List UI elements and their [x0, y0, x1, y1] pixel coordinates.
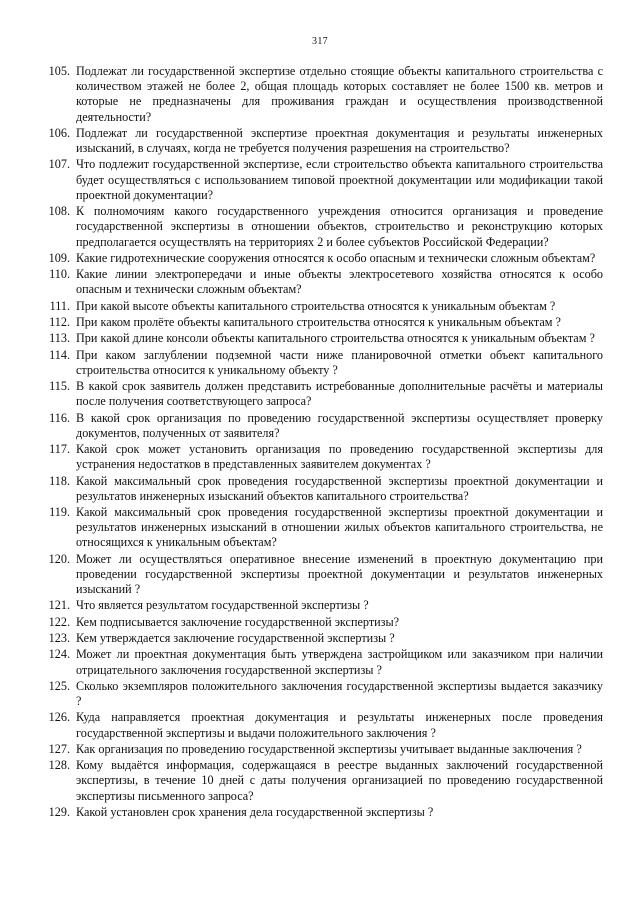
- question-text: Какой установлен срок хранения дела государственной экспертизы ?: [76, 804, 434, 819]
- question-number: 105.: [48, 64, 70, 78]
- question-number: 125.: [48, 678, 70, 693]
- question-item: [38, 411, 603, 441]
- question-number: 115.: [49, 379, 70, 393]
- question-item: [38, 315, 603, 330]
- question-number: 123.: [48, 631, 70, 645]
- question-number: 124.: [48, 647, 70, 662]
- question-text: При каком заглублении подземной части ниже планировочной отметки объект капитального строительства относится к уникальному объекту ?: [76, 347, 603, 377]
- question-number: 119.: [49, 505, 70, 519]
- question-number: 112.: [49, 314, 70, 329]
- question-item: [38, 348, 603, 378]
- question-number: 106.: [48, 125, 70, 140]
- question-text: Кем утверждается заключение государственной экспертизы ?: [76, 631, 395, 645]
- question-text: При каком пролёте объекты капитального строительства относятся к уникальным объектам ?: [76, 314, 561, 329]
- question-item: [38, 631, 603, 646]
- question-text: Может ли проектная документация быть утверждена застройщиком или заказчиком при наличии отрицательного заключения государственной экспертизы ?: [76, 647, 603, 677]
- question-text: Какой максимальный срок проведения государственной экспертизы проектной документации и результатов инженерных изысканий объектов капитального строительства?: [76, 473, 603, 503]
- question-text: Подлежат ли государственной экспертизе проектная документация и результаты инженерных изысканий, в случаях, когда не требуется получения разрешения на строительство?: [76, 125, 603, 156]
- question-text: В какой срок заявитель должен представить истребованные дополнительные расчёты и материалы после получения соответствующего запроса?: [76, 379, 603, 409]
- question-number: 110.: [49, 267, 70, 282]
- question-item: [38, 379, 603, 409]
- question-item: [38, 598, 603, 613]
- question-number: 114.: [49, 347, 70, 362]
- question-list: [38, 64, 603, 821]
- question-text: Сколько экземпляров положительного заключения государственной экспертизы выдается заказчику ?: [76, 678, 603, 708]
- question-number: 113.: [49, 331, 70, 346]
- question-item: [38, 126, 603, 156]
- question-number: 121.: [48, 598, 70, 613]
- question-item: [38, 474, 603, 504]
- question-number: 126.: [48, 710, 70, 725]
- question-text: Может ли осуществляться оперативное внесение изменений в проектную документацию при проведении государственной экспертизы проектной документации и результатов инженерных изысканий ?: [76, 551, 603, 597]
- question-text: Как организация по проведению государственной экспертизы учитывает выданные заключения ?: [76, 741, 582, 756]
- question-item: [38, 204, 603, 250]
- question-text: Какие гидротехнические сооружения относятся к особо опасным и технически сложным объектам?: [76, 250, 596, 265]
- question-item: [38, 679, 603, 709]
- question-text: К полномочиям какого государственного учреждения относится организация и проведение государственной экспертизы в отношении объектов, строительство и реконструкцию которых предполагается осуществлять на территориях 2 и более субъектов Российской Федерации?: [76, 204, 603, 249]
- question-text: Подлежат ли государственной экспертизе отдельно стоящие объекты капитального строительства с количеством этажей не более 2, общая площадь которых составляет не более 1500 кв. метров и которые не предназначены для проживания граждан и осуществления производственной деятельности?: [76, 64, 603, 124]
- question-text: Что подлежит государственной экспертизе, если строительство объекта капитального строительства будет осуществляться с использованием типовой проектной документации или модификации такой проектной документации?: [76, 157, 603, 202]
- question-item: [38, 615, 603, 630]
- question-text: При какой длине консоли объекты капитального строительства относятся к уникальным объектам ?: [76, 331, 595, 346]
- question-number: 108.: [48, 204, 70, 219]
- question-item: [38, 647, 603, 677]
- question-text: При какой высоте объекты капитального строительства относятся к уникальным объектам ?: [76, 298, 556, 313]
- question-item: [38, 552, 603, 598]
- question-text: Какие линии электропередачи и иные объекты электросетевого хозяйства относятся к особо опасным и технически сложным объектам?: [76, 267, 603, 297]
- question-number: 128.: [48, 758, 70, 773]
- question-text: В какой срок организация по проведению государственной экспертизы осуществляет проверку документов, полученных от заявителя?: [76, 410, 603, 440]
- question-item: [38, 331, 603, 346]
- question-number: 111.: [49, 298, 70, 313]
- question-text: Что является результатом государственной экспертизы ?: [76, 598, 369, 613]
- question-item: [38, 299, 603, 314]
- question-item: [38, 157, 603, 203]
- question-item: [38, 267, 603, 297]
- question-item: [38, 805, 603, 820]
- question-number: 107.: [48, 157, 70, 172]
- question-item: [38, 251, 603, 266]
- question-item: [38, 442, 603, 472]
- question-number: 129.: [48, 804, 70, 819]
- question-number: 127.: [48, 741, 70, 756]
- page-number: 317: [312, 36, 328, 47]
- question-text: Кем подписывается заключение государственной экспертизы?: [76, 614, 400, 629]
- question-text: Куда направляется проектная документация и результаты инженерных после проведения государственной экспертизы и выдачи положительного заключения ?: [76, 710, 603, 740]
- question-number: 117.: [49, 442, 70, 456]
- question-number: 118.: [49, 473, 70, 488]
- question-item: [38, 758, 603, 804]
- question-number: 120.: [48, 551, 70, 566]
- question-item: [38, 64, 603, 125]
- question-item: [38, 742, 603, 757]
- question-number: 116.: [49, 410, 70, 425]
- question-text: Какой максимальный срок проведения государственной экспертизы проектной документации и результатов инженерных изысканий в отношении жилых объектов капитального строительства, не относящихся к уникальным объектам?: [76, 505, 603, 550]
- question-item: [38, 505, 603, 551]
- question-text: Какой срок может установить организация по проведению государственной экспертизы для устранения недостатков в представленных заявителем документах ?: [76, 442, 603, 472]
- question-number: 109.: [48, 250, 70, 265]
- question-text: Кому выдаётся информация, содержащаяся в реестре выданных заключений государственной экспертизы, в течение 10 дней с даты получения организацией по проведению государственной экспертизы письменного запроса?: [76, 758, 603, 803]
- question-item: [38, 710, 603, 740]
- question-number: 122.: [48, 614, 70, 629]
